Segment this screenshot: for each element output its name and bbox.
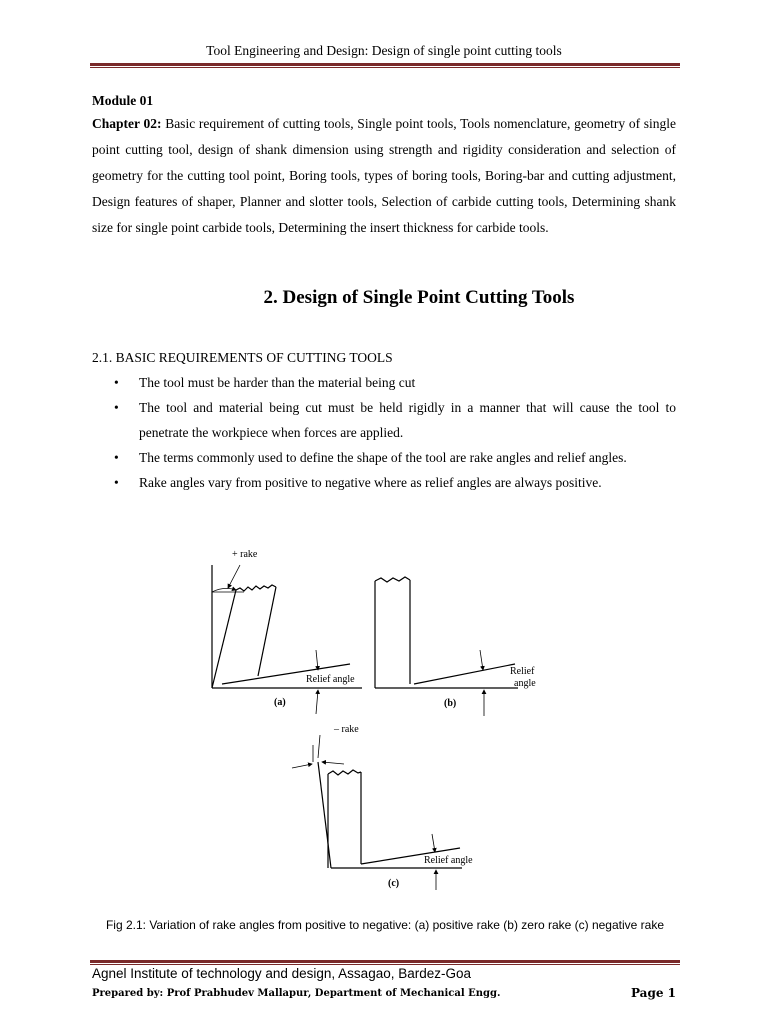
section-title: 2. Design of Single Point Cutting Tools: [263, 287, 575, 308]
footer-rule: [90, 960, 680, 965]
a-rake-label: + rake: [232, 549, 258, 560]
diagram-b: [375, 577, 518, 716]
c-caption: (c): [388, 878, 400, 889]
running-header: Tool Engineering and Design: Design of single point cutting tools: [206, 43, 562, 58]
footer-prepared-by: Prepared by: Prof Prabhudev Mallapur, Department of Mechanical Engg.: [92, 988, 501, 999]
list-item: • Rake angles vary from positive to negative where as relief angles are always positive.: [92, 470, 676, 495]
bullet-icon: •: [114, 400, 119, 415]
page-number: Page 1: [630, 986, 676, 1000]
b-caption: (b): [444, 698, 457, 709]
figure-caption: Fig 2.1: Variation of rake angles from positive to negative: (a) positive rake (b) zero rake (c) negative rake: [105, 918, 665, 932]
bullet-icon: •: [114, 450, 119, 465]
list-item: • The tool must be harder than the material being cut: [92, 370, 676, 395]
a-relief-label: Relief angle: [306, 674, 355, 685]
diagram-a: [212, 565, 362, 714]
chapter-label: Chapter 02:: [92, 116, 162, 131]
list-item: • The tool and material being cut must be held rigidly in a manner that will cause the tool to penetrate the workpiece when forces are applied.: [92, 395, 676, 445]
diagram-c: [292, 735, 462, 890]
footer-institute: Agnel Institute of technology and design, Assagao, Bardez-Goa: [92, 966, 472, 981]
list-item: • The terms commonly used to define the shape of the tool are rake angles and relief angles.: [92, 445, 676, 470]
bullet-icon: •: [114, 475, 119, 490]
bullet-icon: •: [114, 375, 119, 390]
b-relief-label-line2: angle: [514, 678, 536, 689]
subsection-heading: 2.1. BASIC REQUIREMENTS OF CUTTING TOOLS: [92, 350, 393, 365]
c-relief-label: Relief angle: [424, 855, 473, 866]
b-relief-label-line1: Relief: [510, 666, 535, 677]
chapter-text: Basic requirement of cutting tools, Single point tools, Tools nomenclature, geometry of single point cutting tool, design of shank dimension using strength and rigidity consideration and selection of geometry for the cutting tool point, Boring tools, types of boring tools, Boring-bar and cutting adjustment, Design features of shaper, Planner and slotter tools, Selection of carbide cutting tools, Determining shank size for single point carbide tools, Determining the insert thickness for carbide tools.: [92, 116, 677, 235]
a-caption: (a): [274, 697, 286, 708]
c-rake-label: – rake: [334, 724, 359, 735]
module-label: Module 01: [92, 93, 154, 108]
